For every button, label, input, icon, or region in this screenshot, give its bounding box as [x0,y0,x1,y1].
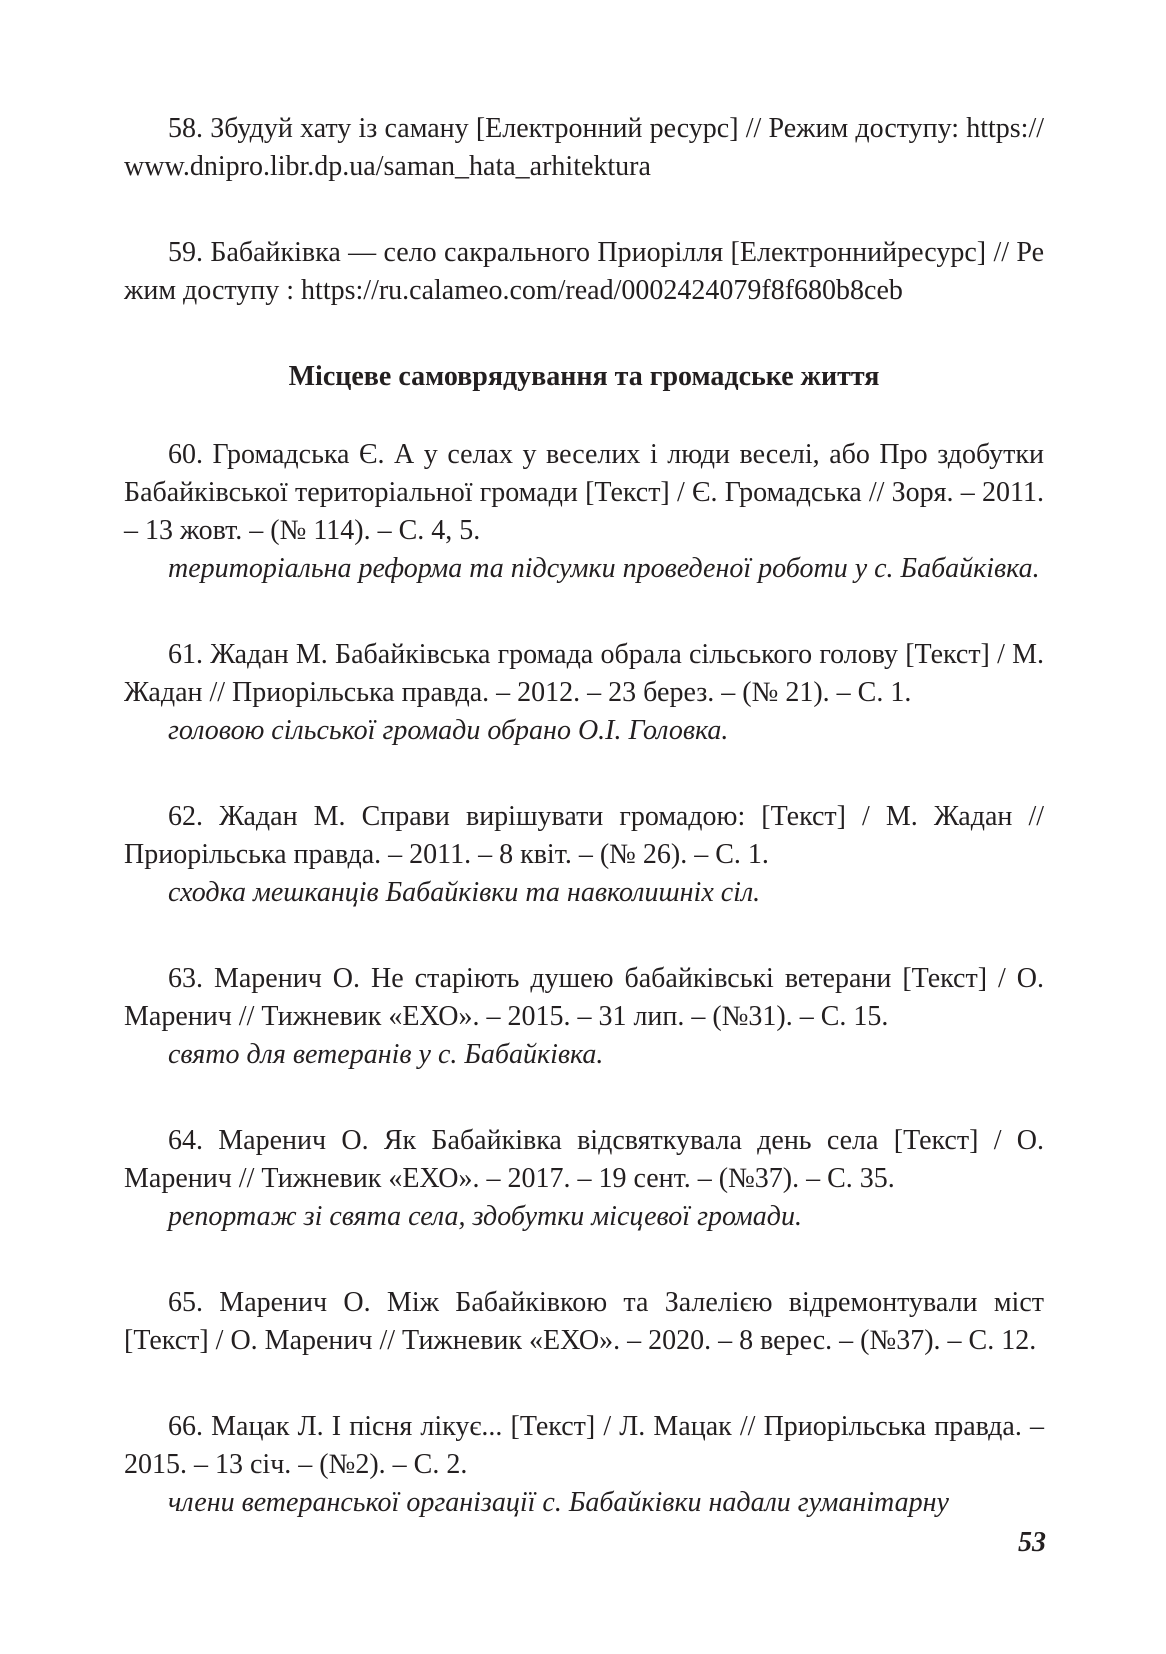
bibliography-entry-65: 65. Маренич О. Між Бабайківкою та Залелією відремонтували міст [Текст] / О. Маренич // Тижневик «ЕХО». – 2020. – 8 верес. – (№37). – С. 12. [124,1287,1044,1356]
bibliography-entry-61: 61. Жадан М. Бабайківська громада обрала сільського голову [Текст] / М. Жадан // Приорільська правда. – 2012. – 23 берез. – (№ 21). – С. 1. [124,639,1044,708]
bibliography-entry-59: 59. Бабайківка — село сакрального Приорілля [Електроннийресурс] // Режим доступу : https://ru.calameo.com/read/0002424079f8f680b8ceb [124,237,1044,306]
entry-annotation-66: члени ветеранської організації с. Бабайківки надали гуманітарну [168,1487,949,1518]
bibliography-entry-66: 66. Мацак Л. І пісня лікує... [Текст] / Л. Мацак // Приорільська правда. – 2015. – 13 січ. – (№2). – С. 2. [124,1411,1044,1480]
page-number: 53 [1018,1527,1046,1558]
bibliography-entry-62: 62. Жадан М. Справи вирішувати громадою: [Текст] / М. Жадан // Приорільська правда. – 2011. – 8 квіт. – (№ 26). – С. 1. [124,801,1044,870]
bibliography-entry-63: 63. Маренич О. Не старіють душею бабайківські ветерани [Текст] / О. Маренич // Тижневик «ЕХО». – 2015. – 31 лип. – (№31). – С. 15. [124,963,1044,1032]
bibliography-entry-60: 60. Громадська Є. А у селах у веселих і люди веселі, або Про здобутки Бабайківської територіальної громади [Текст] / Є. Громадська // Зоря. – 2011. – 13 жовт. – (№ 114). – С. 4, 5. [124,439,1044,546]
entry-annotation-64: репортаж зі свята села, здобутки місцевої громади. [168,1201,802,1232]
entry-annotation-62: сходка мешканців Бабайківки та навколишніх сіл. [168,877,761,908]
section-title: Місцеве самоврядування та громадське життя [288,361,880,392]
entry-annotation-61: головою сільської громади обрано О.І. Головка. [168,715,729,746]
entry-annotation-63: свято для ветеранів у с. Бабайківка. [168,1039,604,1070]
entry-annotation-60: територіальна реформа та підсумки проведеної роботи у с. Бабайківка. [168,553,1040,584]
page-content [124,110,1044,1522]
bibliography-entry-58: 58. Збудуй хату із саману [Електронний ресурс] // Режим доступу: https://www.dnipro.libr.dp.ua/saman_hata_arhitektura [124,113,1044,182]
bibliography-entry-64: 64. Маренич О. Як Бабайківка відсвяткувала день села [Текст] / О. Маренич // Тижневик «ЕХО». – 2017. – 19 сент. – (№37). – С. 35. [124,1125,1044,1194]
